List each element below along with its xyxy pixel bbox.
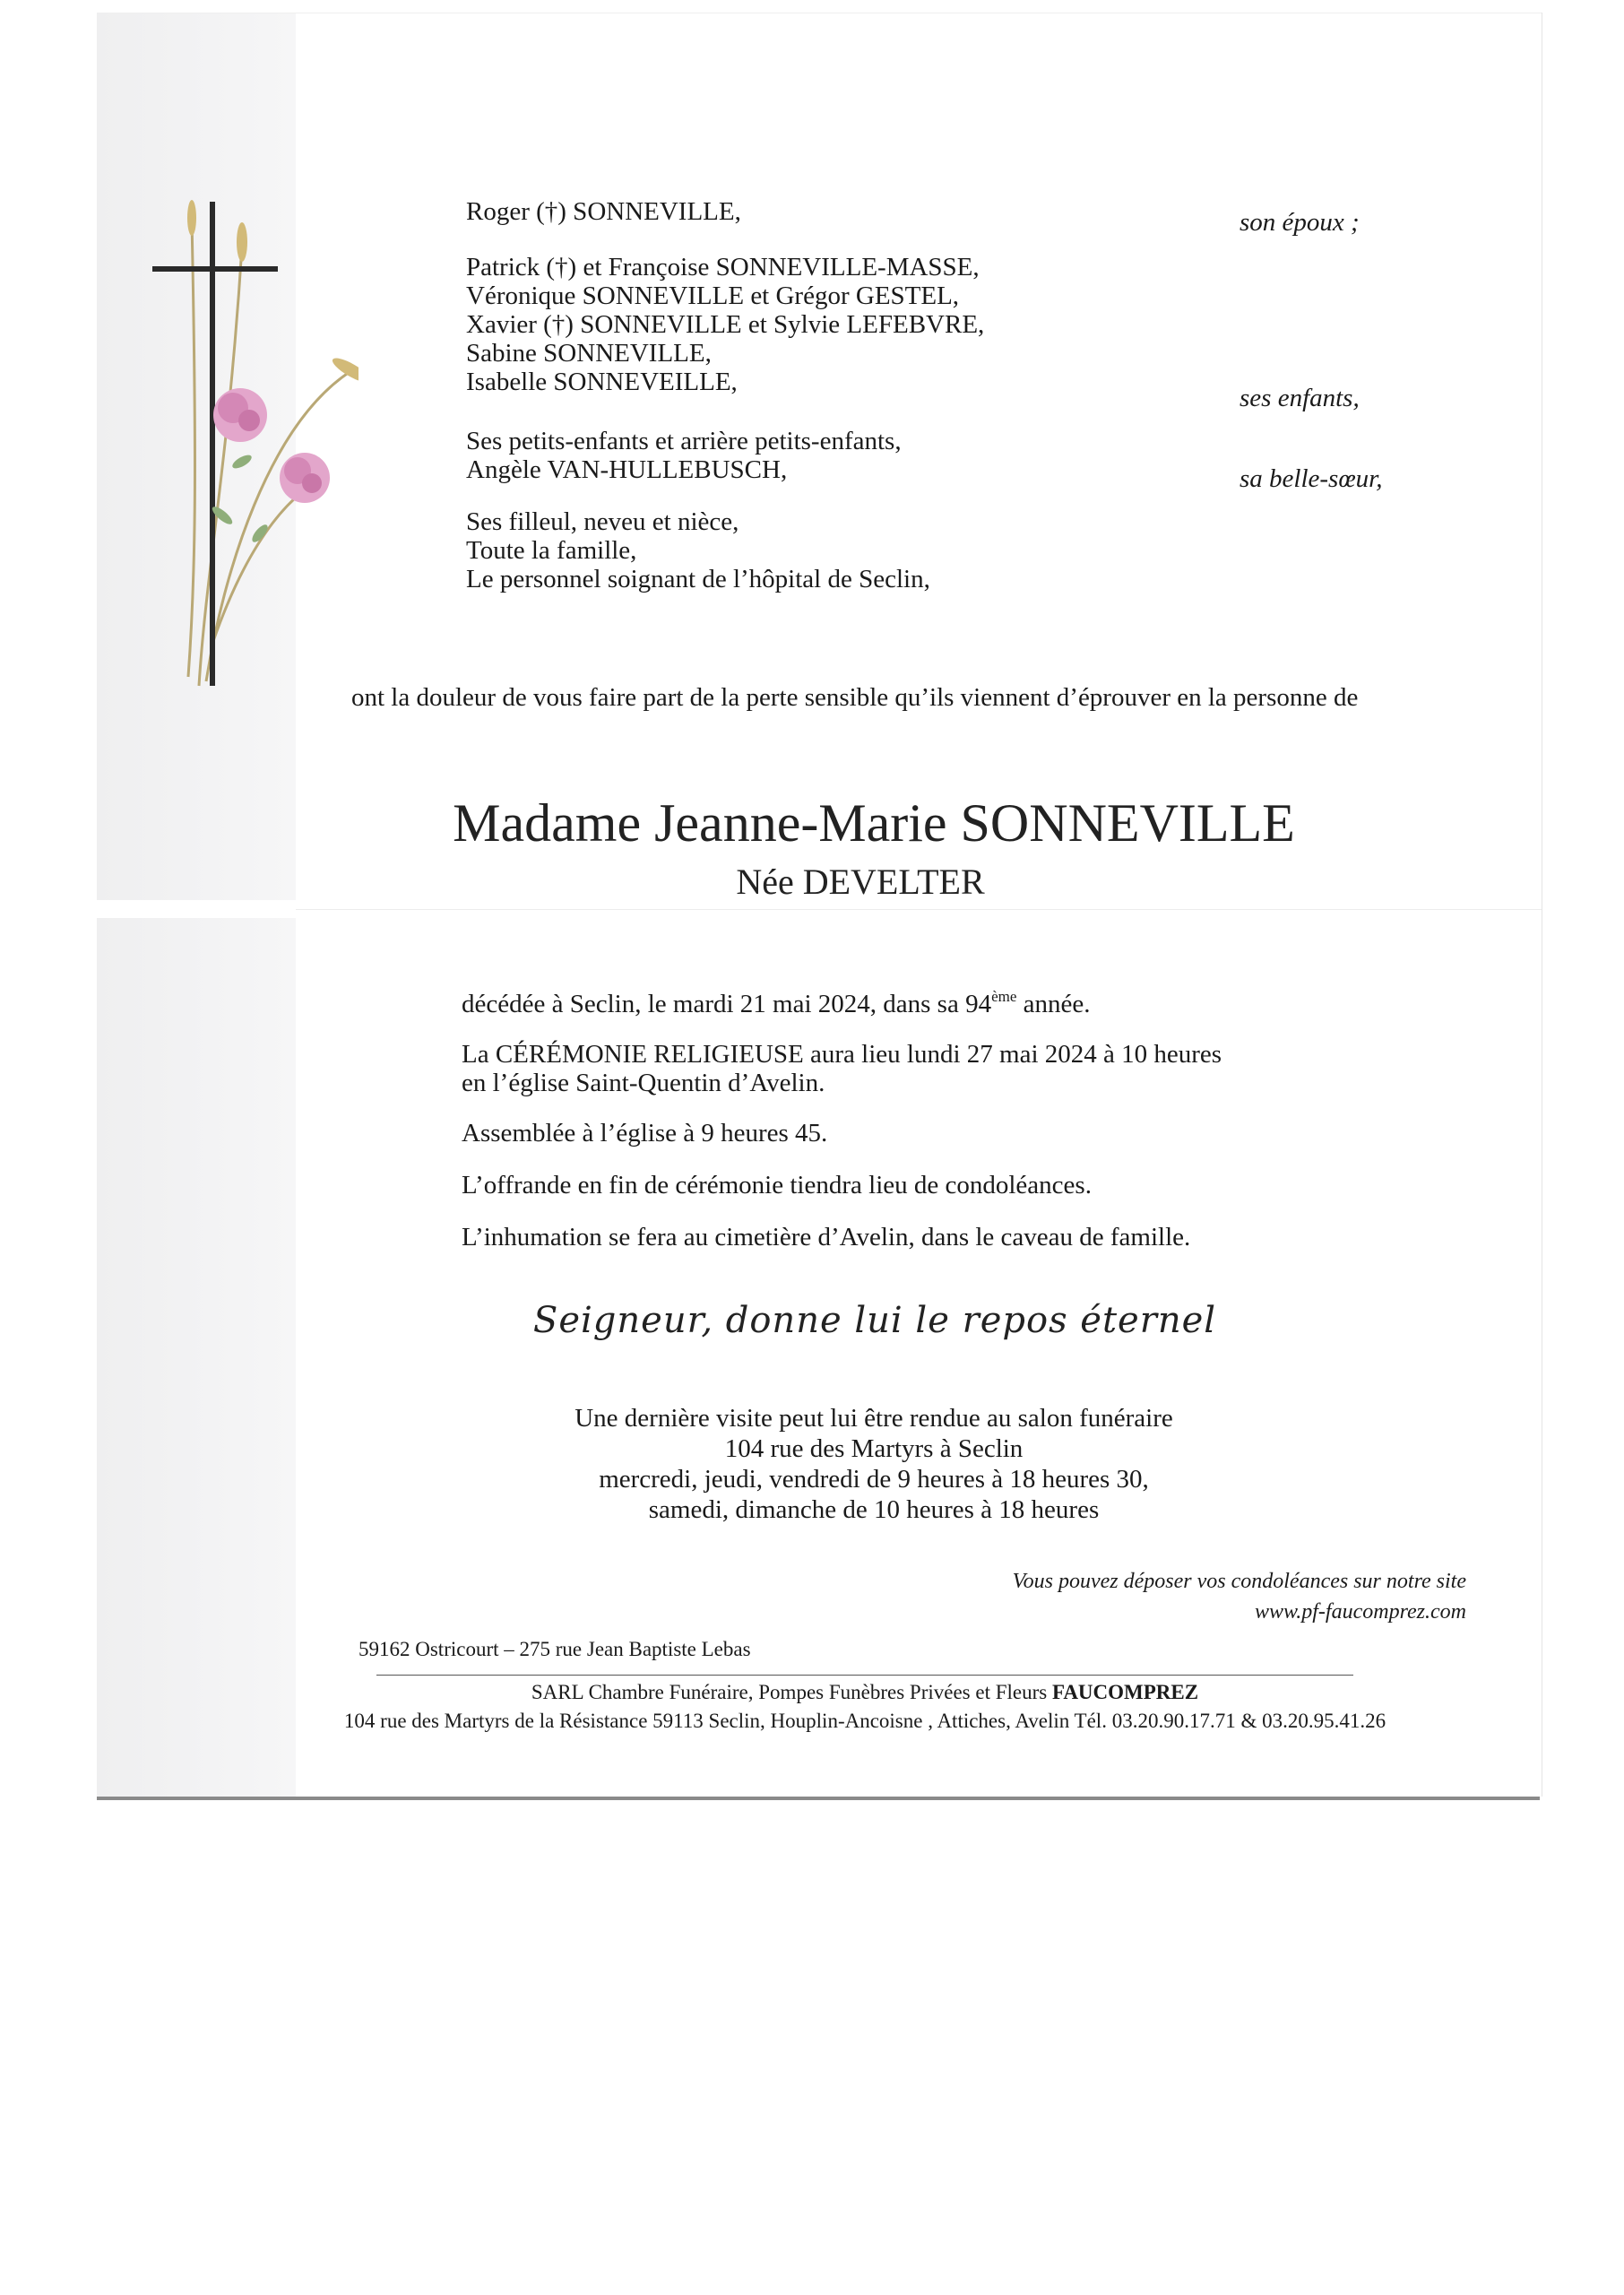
cross-horizontal-bar bbox=[152, 266, 278, 272]
sister-in-law-role: sa belle-sœur, bbox=[1240, 464, 1383, 493]
card-bottom-edge bbox=[97, 1797, 1540, 1800]
footer-divider bbox=[376, 1675, 1353, 1676]
ordinal-suffix: ème bbox=[991, 988, 1017, 1005]
sister-in-law-name: Angèle VAN-HULLEBUSCH, bbox=[466, 455, 788, 484]
child-2: Véronique SONNEVILLE et Grégor GESTEL, bbox=[466, 281, 960, 310]
grandchildren-line: Ses petits-enfants et arrière petits-enfants, bbox=[466, 427, 902, 455]
spouse-name: Roger (†) SONNEVILLE, bbox=[466, 197, 741, 226]
condolences-website-link[interactable]: www.pf-faucomprez.com bbox=[1255, 1600, 1466, 1624]
announcement-text: ont la douleur de vous faire part de la perte sensible qu’ils viennent d’éprouver en la personne de bbox=[351, 683, 1359, 712]
condolences-text: Vous pouvez déposer vos condoléances sur notre site bbox=[1012, 1570, 1466, 1593]
children-role: ses enfants, bbox=[1240, 384, 1360, 412]
ceremony-line-2: en l’église Saint-Quentin d’Avelin. bbox=[462, 1069, 825, 1097]
child-1: Patrick (†) et Françoise SONNEVILLE-MASSE, bbox=[466, 253, 980, 281]
ceremony-line-1: La CÉRÉMONIE RELIGIEUSE aura lieu lundi 27 mai 2024 à 10 heures bbox=[462, 1040, 1222, 1069]
company-name: FAUCOMPREZ bbox=[1051, 1681, 1199, 1703]
other-relatives-1: Ses filleul, neveu et nièce, bbox=[466, 507, 739, 536]
death-details-end: année. bbox=[1016, 990, 1091, 1018]
visit-line-1: Une dernière visite peut lui être rendue au salon funéraire bbox=[574, 1404, 1173, 1433]
spouse-role: son époux ; bbox=[1240, 208, 1360, 237]
assembly-time: Assemblée à l’église à 9 heures 45. bbox=[462, 1119, 828, 1148]
company-description: SARL Chambre Funéraire, Pompes Funèbres Privées et Fleurs bbox=[531, 1681, 1052, 1703]
visit-line-2: 104 rue des Martyrs à Seclin bbox=[724, 1434, 1024, 1463]
fold-line bbox=[296, 909, 1542, 910]
rose-upper-icon bbox=[213, 388, 267, 442]
family-address: 59162 Ostricourt – 275 rue Jean Baptiste Lebas bbox=[358, 1638, 751, 1660]
maiden-name: Née DEVELTER bbox=[736, 862, 985, 902]
child-4: Sabine SONNEVILLE, bbox=[466, 339, 712, 368]
death-details-text: décédée à Seclin, le mardi 21 mai 2024, dans sa 94 bbox=[462, 990, 992, 1018]
offering-note: L’offrande en fin de cérémonie tiendra lieu de condoléances. bbox=[462, 1171, 1092, 1199]
left-grey-strip-lower bbox=[97, 918, 296, 1797]
cross-with-roses-icon bbox=[143, 193, 358, 695]
other-relatives-2: Toute la famille, bbox=[466, 536, 637, 565]
deceased-name: Madame Jeanne-Marie SONNEVILLE bbox=[453, 793, 1295, 853]
burial-note: L’inhumation se fera au cimetière d’Avelin, dans le caveau de famille. bbox=[462, 1223, 1191, 1251]
cross-vertical-bar bbox=[210, 202, 215, 686]
company-address: 104 rue des Martyrs de la Résistance 59113 Seclin, Houplin-Ancoisne , Attiches, Avelin Tél. 03.20.90.17.71 & 03.20.95.41.26 bbox=[343, 1710, 1386, 1732]
company-line bbox=[531, 1678, 1198, 1707]
death-details bbox=[462, 990, 1091, 1018]
other-relatives-3: Le personnel soignant de l’hôpital de Seclin, bbox=[466, 565, 930, 593]
visit-line-4: samedi, dimanche de 10 heures à 18 heures bbox=[648, 1495, 1100, 1524]
child-5: Isabelle SONNEVEILLE, bbox=[466, 368, 738, 396]
rose-lower-icon bbox=[280, 453, 330, 503]
visit-line-3: mercredi, jeudi, vendredi de 9 heures à 18 heures 30, bbox=[599, 1465, 1149, 1494]
prayer-line: Seigneur, donne lui le repos éternel bbox=[532, 1300, 1217, 1341]
child-3: Xavier (†) SONNEVILLE et Sylvie LEFEBVRE, bbox=[466, 310, 985, 339]
